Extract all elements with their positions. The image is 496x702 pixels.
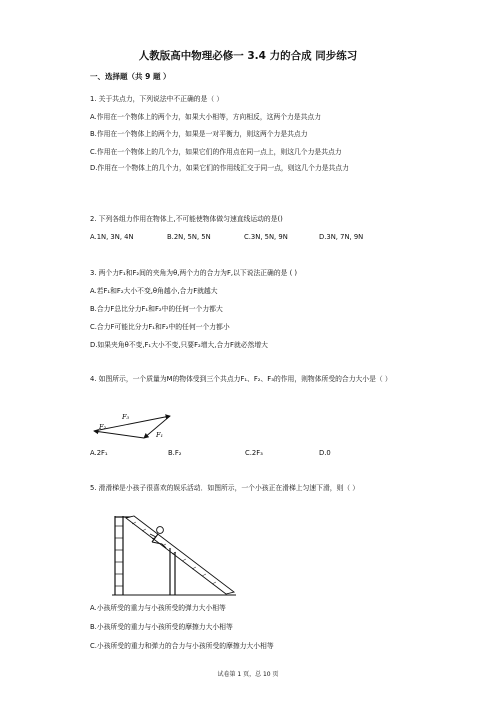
q1-option-a: A.作用在一个物体上的两个力，如果大小相等，方向相反，这两个力是共点力	[90, 113, 321, 121]
q3-option-a: A.若F₁和F₂大小不变,θ角越小,合力F就越大	[90, 287, 218, 295]
q4-option-a: A.2F₁	[90, 449, 108, 457]
q2-option-b: B.2N, 5N, 5N	[167, 233, 211, 241]
page-title: 人教版高中物理必修一 3.4 力的合成 同步练习	[138, 50, 358, 62]
vector-f2	[94, 431, 144, 438]
q4-option-b: B.F₂	[168, 449, 182, 457]
label-f2: F₂	[99, 423, 107, 431]
q3-option-b: B.合力F总比分力F₁和F₂中的任何一个力都大	[90, 305, 223, 313]
slide-figure	[112, 510, 238, 598]
q2-stem: 2. 下列各组力作用在物体上,不可能使物体做匀速直线运动的是()	[90, 215, 283, 223]
q5-option-a: A.小孩所受的重力与小孩所受的弹力大小相等	[90, 604, 226, 612]
q2-option-a: A.1N, 3N, 4N	[90, 233, 134, 241]
q1-stem: 1. 关于共点力，下列说法中不正确的是（ ）	[90, 95, 224, 103]
q4-option-c: C.2F₃	[245, 449, 263, 457]
q3-stem: 3. 两个力F₁和F₂间的夹角为θ,两个力的合力为F,以下说法正确的是 ( )	[90, 269, 298, 277]
section-heading: 一、选择题（共 9 题 ）	[90, 72, 171, 81]
page-footer: 试卷第 1 页，总 10 页	[217, 671, 279, 678]
q3-option-c: C.合力F可能比分力F₁和F₂中的任何一个力都小	[90, 323, 230, 331]
label-f1: F₁	[156, 431, 164, 439]
q1-option-b: B.作用在一个物体上的两个力，如果是一对平衡力，则这两个力是共点力	[90, 130, 308, 138]
q5-stem: 5. 滑滑梯是小孩子很喜欢的娱乐活动．如图所示，一个小孩正在滑梯上匀速下滑，则（ ）	[90, 484, 360, 492]
q5-option-c: C.小孩所受的重力和弹力的合力与小孩所受的摩擦力大小相等	[90, 642, 274, 650]
q1-option-c: C.作用在一个物体上的几个力，如果它们的作用点在同一点上，则这几个力是共点力	[90, 148, 342, 156]
q5-option-b: B.小孩所受的重力与小孩所受的摩擦力大小相等	[90, 623, 233, 631]
q4-option-d: D.0	[319, 449, 331, 457]
label-f3: F₃	[122, 413, 130, 421]
q4-stem: 4. 如图所示，一个质量为M的物体受到三个共点力F₁、F₂、F₃的作用，则物体所受的合力大小是（ ）	[90, 375, 392, 383]
q1-option-d: D.作用在一个物体上的几个力，如果它们的作用线汇交于同一点，则这几个力是共点力	[90, 164, 349, 172]
q3-option-d: D.如果夹角θ不变,F₁大小不变,只要F₂增大,合力F就必然增大	[90, 341, 268, 349]
q2-option-c: C.3N, 5N, 9N	[244, 233, 288, 241]
force-triangle-figure	[90, 404, 200, 440]
q2-option-d: D.3N, 7N, 9N	[319, 233, 364, 241]
